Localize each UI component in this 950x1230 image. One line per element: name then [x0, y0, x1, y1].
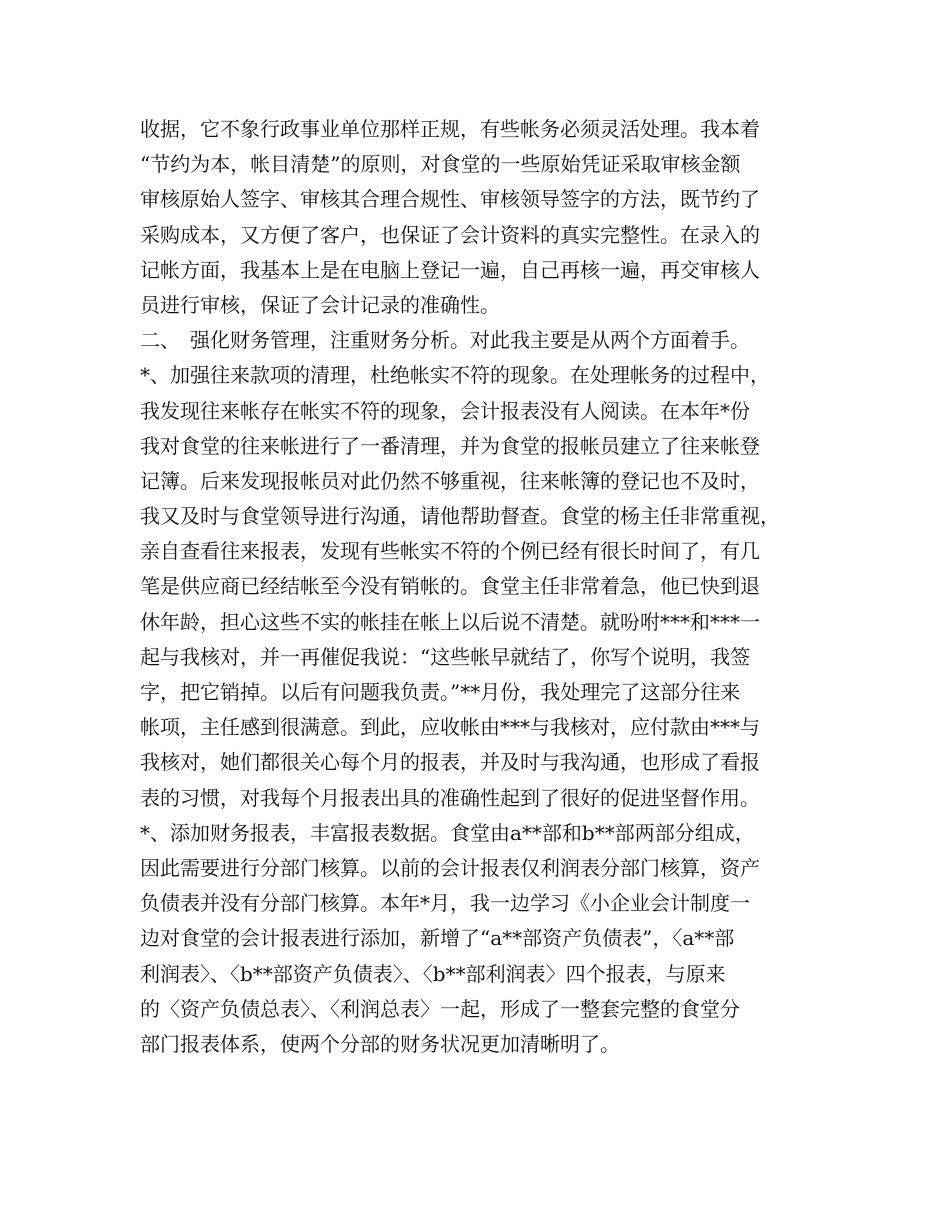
body-line: 休年龄，担心这些不实的帐挂在帐上以后说不清楚。就吩咐***和***一	[140, 609, 760, 634]
body-line: 笔是供应商已经结帐至今没有销帐的。食堂主任非常着急，他已快到退	[140, 574, 760, 599]
body-line: 帐项，主任感到很满意。到此，应收帐由***与我核对，应付款由***与	[140, 715, 760, 740]
body-line: 我对食堂的往来帐进行了一番清理，并为食堂的报帐员建立了往来帐登	[140, 433, 760, 458]
body-line: 我发现往来帐存在帐实不符的现象，会计报表没有人阅读。在本年*份	[140, 398, 750, 423]
body-line: 收据，它不象行政事业单位那样正规，有些帐务必须灵活处理。我本着	[140, 117, 760, 141]
body-line: 负债表并没有分部门核算。本年*月，我一边学习《小企业会计制度一	[140, 891, 750, 916]
body-line: 的〈资产负债总表〉、〈利润总表〉一起，形成了一整套完整的食堂分	[140, 996, 740, 1021]
body-line: 边对食堂的会计报表进行添加，新增了“a**部资产负债表”，〈a**部	[140, 926, 735, 951]
body-line: 审核原始人签字、审核其合理合规性、审核领导签字的方法，既节约了	[140, 187, 760, 212]
body-line: “节约为本，帐目清楚”的原则，对食堂的一些原始凭证采取审核金额	[140, 152, 741, 177]
body-line: 我核对，她们都很关心每个月的报表，并及时与我沟通，也形成了看报	[140, 750, 760, 775]
document-body	[140, 112, 840, 1062]
body-line: 我又及时与食堂领导进行沟通，请他帮助督查。食堂的杨主任非常重视，	[140, 504, 780, 529]
body-line: 起与我核对，并一再催促我说：“这些帐早就结了，你写个说明，我签	[140, 644, 751, 669]
body-line: 亲自查看往来报表，发现有些帐实不符的个例已经有很长时间了，有几	[140, 539, 760, 564]
body-line: 员进行审核，保证了会计记录的准确性。	[140, 292, 500, 317]
body-line: *、加强往来款项的清理，杜绝帐实不符的现象。在处理帐务的过程中，	[140, 363, 770, 388]
body-line: 采购成本，又方便了客户，也保证了会计资料的真实完整性。在录入的	[140, 222, 760, 247]
body-line: 记簿。后来发现报帐员对此仍然不够重视，往来帐簿的登记也不及时，	[140, 468, 760, 493]
body-line: 表的习惯，对我每个月报表出具的准确性起到了很好的促进坚督作用。	[140, 785, 760, 810]
body-line: 记帐方面，我基本上是在电脑上登记一遍，自己再核一遍，再交审核人	[140, 257, 760, 282]
body-line: 因此需要进行分部门核算。以前的会计报表仅利润表分部门核算，资产	[140, 855, 760, 880]
section-heading: 二、 强化财务管理，注重财务分析。对此我主要是从两个方面着手。	[140, 328, 750, 353]
body-line: *、添加财务报表，丰富报表数据。食堂由a**部和b**部两部分组成，	[140, 820, 755, 845]
body-line: 字，把它销掉。以后有问题我负责。”**月份，我处理完了这部分往来	[140, 680, 741, 704]
body-line: 利润表〉、〈b**部资产负债表〉、〈b**部利润表〉四个报表，与原来	[140, 961, 726, 986]
body-line: 部门报表体系，使两个分部的财务状况更加清晰明了。	[140, 1031, 620, 1056]
